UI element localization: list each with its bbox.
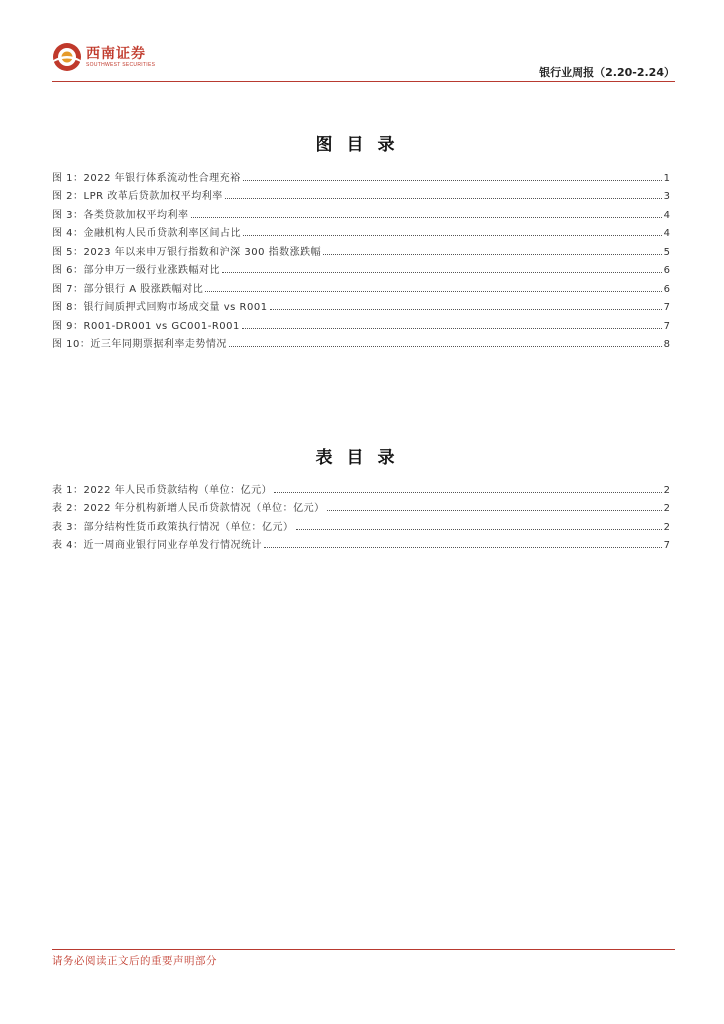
toc-entry-page: 7 [663, 302, 670, 313]
company-logo-icon [52, 42, 82, 72]
toc-entry[interactable] [52, 239, 670, 258]
toc-entry-page: 7 [663, 320, 670, 332]
toc-dot-leader [327, 510, 662, 511]
toc-entry[interactable] [52, 496, 670, 515]
toc-dot-leader [243, 180, 662, 181]
toc-entry-page: 7 [663, 540, 670, 551]
toc-entry-page: 2 [663, 521, 670, 533]
toc-entry-label: 图 6：部分申万一级行业涨跌幅对比 [52, 265, 221, 276]
toc-dot-leader [274, 492, 661, 493]
toc-entry[interactable] [52, 313, 670, 332]
toc-entry[interactable] [52, 477, 670, 496]
toc-entry-page: 4 [663, 228, 670, 239]
toc-entry-label: 图 3：各类贷款加权平均利率 [52, 209, 189, 221]
toc-entry-page: 3 [663, 191, 670, 202]
toc-dot-leader [205, 291, 661, 292]
toc-entry-page: 2 [663, 503, 670, 514]
toc-entry-page: 2 [663, 484, 670, 496]
toc-entry[interactable] [52, 332, 670, 351]
header-divider [52, 81, 675, 82]
toc-entry[interactable] [52, 165, 670, 184]
toc-entry-label: 表 4：近一周商业银行同业存单发行情况统计 [52, 540, 263, 551]
company-logo [52, 42, 155, 72]
table-toc-list [52, 477, 670, 551]
toc-dot-leader [222, 272, 662, 273]
toc-dot-leader [270, 309, 662, 310]
report-title: 银行业周报（2.20-2.24） [539, 66, 675, 79]
toc-entry-label: 表 1：2022 年人民币贷款结构（单位：亿元） [52, 484, 273, 496]
toc-entry[interactable] [52, 202, 670, 221]
toc-entry-page: 6 [663, 265, 670, 276]
figure-toc-list [52, 165, 670, 350]
toc-entry-page: 6 [663, 283, 670, 295]
toc-entry-label: 图 8：银行间质押式回购市场成交量 vs R001 [52, 302, 268, 313]
toc-dot-leader [229, 346, 662, 347]
footer-disclaimer: 请务必阅读正文后的重要声明部分 [52, 955, 217, 967]
footer-divider [52, 949, 675, 950]
toc-entry[interactable] [52, 514, 670, 533]
toc-entry[interactable] [52, 221, 670, 240]
toc-entry-page: 5 [663, 246, 670, 258]
figure-toc-title: 图目录 [315, 135, 409, 155]
toc-dot-leader [243, 235, 662, 236]
toc-entry-label: 图 1：2022 年银行体系流动性合理充裕 [52, 172, 241, 184]
page-header [52, 40, 675, 82]
toc-entry-label: 图 7：部分银行 A 股涨跌幅对比 [52, 283, 204, 295]
toc-entry-page: 1 [663, 172, 670, 184]
toc-dot-leader [264, 547, 662, 548]
toc-dot-leader [296, 529, 662, 530]
toc-entry-label: 表 2：2022 年分机构新增人民币贷款情况（单位：亿元） [52, 503, 325, 514]
toc-entry-label: 图 2：LPR 改革后贷款加权平均利率 [52, 191, 223, 202]
toc-entry-label: 表 3：部分结构性货币政策执行情况（单位：亿元） [52, 521, 294, 533]
table-toc-title: 表目录 [315, 448, 409, 468]
toc-dot-leader [242, 328, 662, 329]
toc-entry[interactable] [52, 184, 670, 203]
toc-entry-label: 图 10：近三年同期票据利率走势情况 [52, 339, 227, 350]
toc-entry-label: 图 9：R001-DR001 vs GC001-R001 [52, 320, 240, 332]
toc-entry[interactable] [52, 295, 670, 314]
toc-entry[interactable] [52, 258, 670, 277]
toc-entry-page: 4 [663, 209, 670, 221]
logo-english-name: SOUTHWEST SECURITIES [86, 61, 156, 68]
toc-dot-leader [323, 254, 662, 255]
toc-entry[interactable] [52, 276, 670, 295]
logo-chinese-name: 西南证券 [86, 45, 146, 62]
toc-dot-leader [191, 217, 662, 218]
toc-entry-label: 图 5：2023 年以来申万银行指数和沪深 300 指数涨跌幅 [52, 246, 322, 258]
toc-dot-leader [225, 198, 662, 199]
toc-entry-label: 图 4：金融机构人民币贷款利率区间占比 [52, 228, 242, 239]
toc-entry[interactable] [52, 533, 670, 552]
toc-entry-page: 8 [663, 339, 670, 350]
